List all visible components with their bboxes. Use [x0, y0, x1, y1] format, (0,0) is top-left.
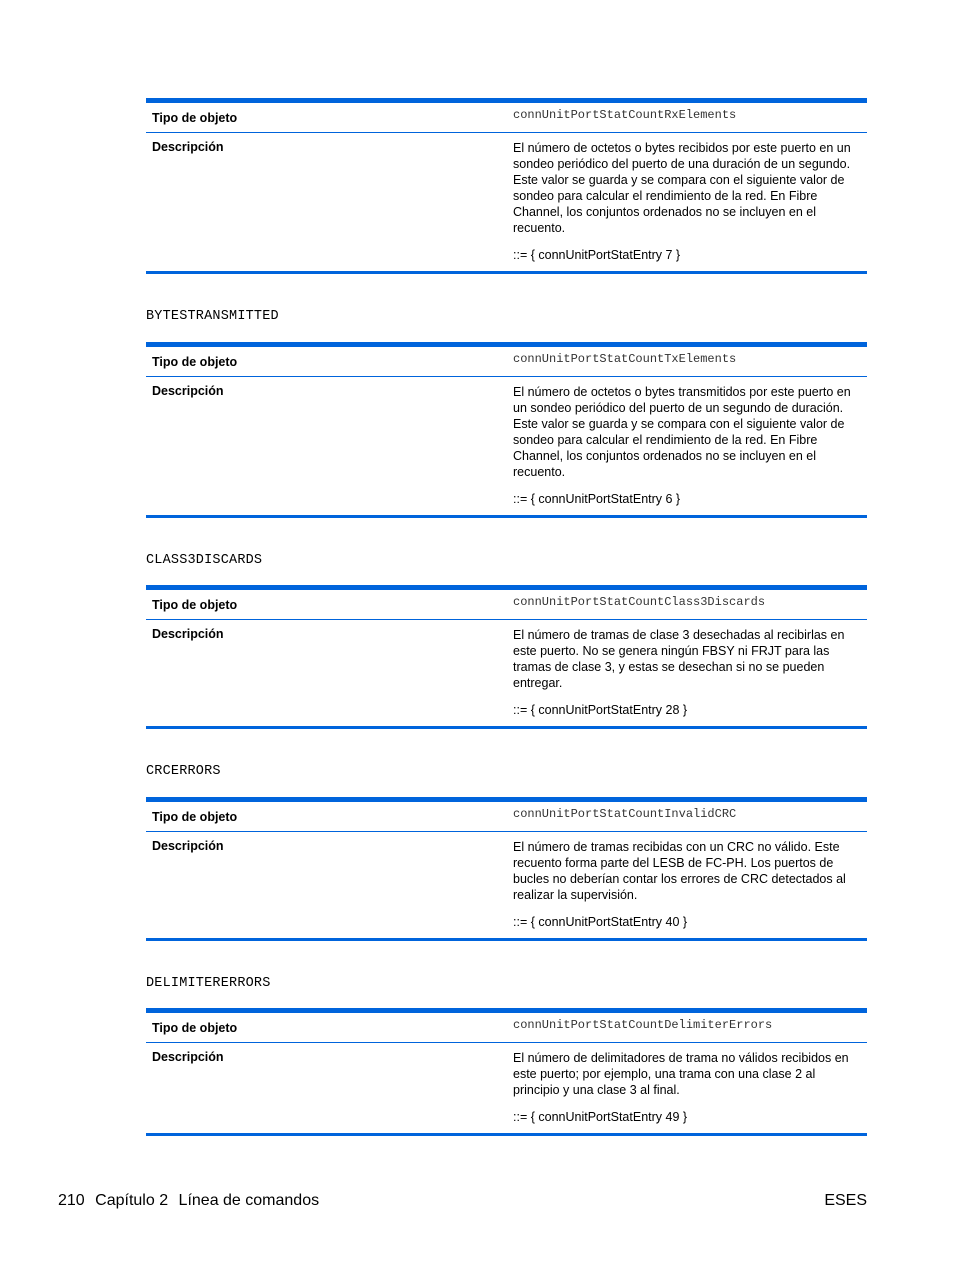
- description-text: El número de delimitadores de trama no válidos recibidos en este puerto; por ejemplo, una trama con una clase 2 al principio y una clase 3 al final.: [513, 1051, 849, 1097]
- object-table: [146, 1008, 867, 1136]
- description-cell: [506, 627, 867, 718]
- description-label: Descripción: [152, 384, 224, 398]
- object-type-value: connUnitPortStatCountClass3Discards: [513, 595, 766, 609]
- object-type-value: connUnitPortStatCountInvalidCRC: [513, 807, 737, 821]
- object-type-value: connUnitPortStatCountDelimiterErrors: [513, 1018, 773, 1032]
- description-cell: [506, 384, 867, 507]
- object-type-row: [146, 590, 867, 620]
- description-label: Descripción: [152, 1050, 224, 1064]
- object-type-row: [146, 347, 867, 377]
- description-label: Descripción: [152, 140, 224, 154]
- object-table: [146, 797, 867, 941]
- object-type-label: Tipo de objeto: [152, 810, 238, 824]
- object-table: [146, 342, 867, 518]
- description-text: El número de tramas de clase 3 desechadas al recibirlas en este puerto. No se genera ningún FBSY ni FRJT para las tramas de clase 3, y estas se desechan si no se pueden entregar.: [513, 628, 845, 690]
- description-label: Descripción: [152, 627, 224, 641]
- object-type-label: Tipo de objeto: [152, 355, 238, 369]
- object-type-row: [146, 103, 867, 133]
- section-heading: CRCERRORS: [146, 764, 221, 779]
- entry-table: [146, 342, 867, 518]
- object-table: [146, 98, 867, 274]
- object-type-value: connUnitPortStatCountTxElements: [513, 352, 737, 366]
- oid-text: ::= { connUnitPortStatEntry 28 }: [513, 703, 688, 717]
- entry-table: [146, 585, 867, 729]
- oid-text: ::= { connUnitPortStatEntry 6 }: [513, 492, 681, 506]
- oid-text: ::= { connUnitPortStatEntry 49 }: [513, 1110, 688, 1124]
- description-row: [146, 620, 867, 726]
- footer-left: [58, 1192, 325, 1210]
- oid-text: ::= { connUnitPortStatEntry 40 }: [513, 915, 688, 929]
- description-text: El número de octetos o bytes recibidos por este puerto en un sondeo periódico del puerto de una duración de un segundo. Este valor se guarda y se compara con el siguiente valor de sondeo para calcular el rendimiento de la red. En Fibre Channel, los conjuntos ordenados no se incluyen en el recuento.: [513, 141, 851, 235]
- entry-table: [146, 797, 867, 941]
- object-type-label: Tipo de objeto: [152, 1021, 238, 1035]
- object-table: [146, 585, 867, 729]
- object-type-label: Tipo de objeto: [152, 598, 238, 612]
- description-cell: [506, 1050, 867, 1125]
- page-footer: [58, 1192, 867, 1210]
- entry-table: [146, 98, 867, 274]
- section-heading: BYTESTRANSMITTED: [146, 309, 279, 324]
- section-heading: DELIMITERERRORS: [146, 976, 271, 991]
- oid-text: ::= { connUnitPortStatEntry 7 }: [513, 248, 681, 262]
- entry-table: [146, 1008, 867, 1136]
- description-label: Descripción: [152, 839, 224, 853]
- description-row: [146, 1043, 867, 1133]
- object-type-label: Tipo de objeto: [152, 111, 238, 125]
- section-heading: CLASS3DISCARDS: [146, 553, 263, 568]
- footer-right-text: ESES: [824, 1192, 867, 1209]
- chapter-title: Línea de comandos: [178, 1192, 320, 1209]
- description-cell: [506, 839, 867, 930]
- description-row: [146, 377, 867, 515]
- object-type-value: connUnitPortStatCountRxElements: [513, 108, 737, 122]
- page-number: 210: [58, 1192, 85, 1209]
- description-text: El número de octetos o bytes transmitidos por este puerto en un sondeo periódico del puerto de un segundo de duración. Este valor se guarda y se compara con el siguiente valor de sondeo para calcular el rendimiento de la red. En Fibre Channel, los conjuntos ordenados no se incluyen en el recuento.: [513, 385, 851, 479]
- description-cell: [506, 140, 867, 263]
- object-type-row: [146, 1013, 867, 1043]
- description-row: [146, 832, 867, 938]
- chapter-label: Capítulo 2: [95, 1192, 169, 1209]
- object-type-row: [146, 802, 867, 832]
- description-row: [146, 133, 867, 271]
- description-text: El número de tramas recibidas con un CRC no válido. Este recuento forma parte del LESB de FC-PH. Los puertos de bucles no deberían contar los errores de CRC detectados al realizar la supervisión.: [513, 840, 846, 902]
